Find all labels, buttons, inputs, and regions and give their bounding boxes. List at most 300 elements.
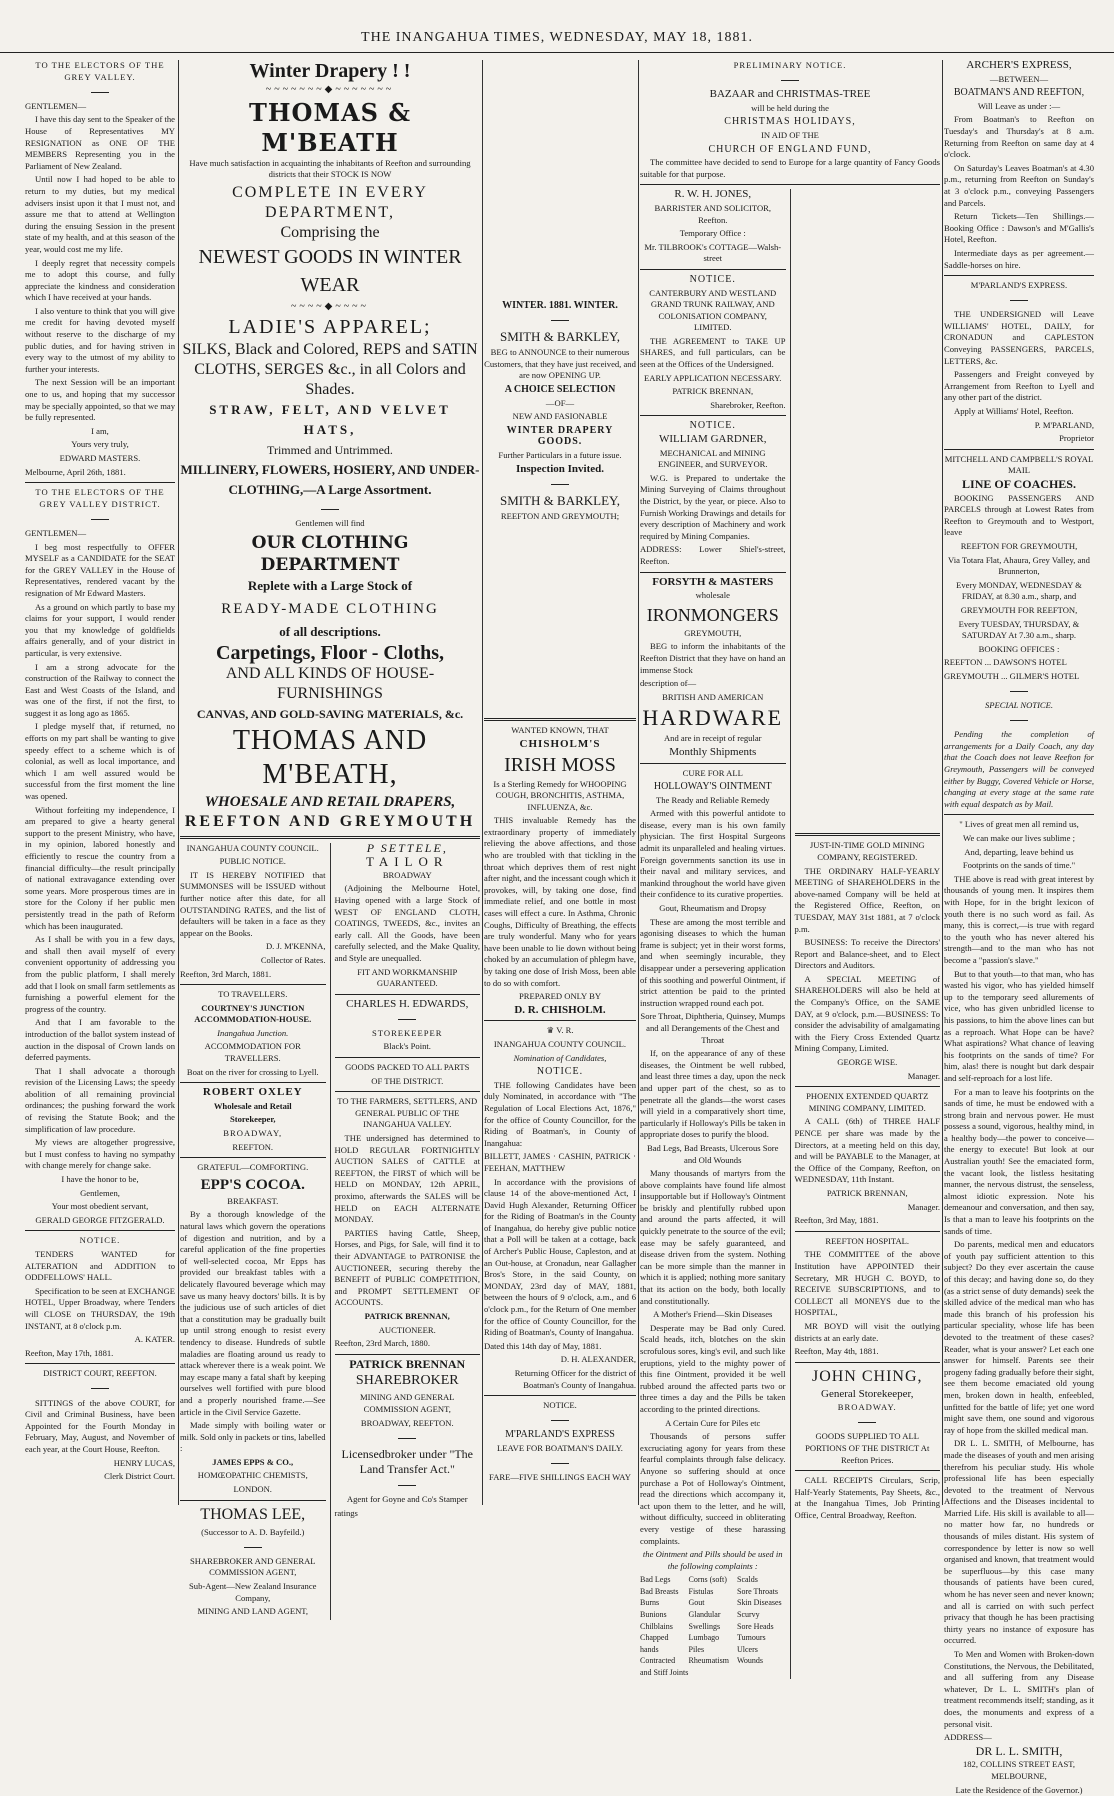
headline: PATRICK BRENNAN — [349, 1356, 466, 1371]
paragraph: GOODS SUPPLIED TO ALL PORTIONS OF THE DISTRICT At Reefton Prices. — [805, 1431, 930, 1465]
headline: Replete with a Large Stock of — [247, 577, 413, 593]
paragraph: I beg most respectfully to OFFER MYSELF as a CANDIDATE for the SEAT for the GREY VALLEY in the House of Representatives, rendered vacant by the resignation of Mr Edward Masters. — [25, 541, 175, 598]
signature: Gentlemen, — [80, 1187, 120, 1198]
paragraph: THE ORDINARY HALF-YEARLY MEETING of SHAREHOLDERS in the above-named Company will be held at the Registered Office, Reefton, on TUESDAY, MAY 31st 1881, at 7 o'clock p.m. — [794, 865, 940, 934]
notice-title: TO THE FARMERS, SETTLERS, AND GENERAL PUBLIC OF THE INANGAHUA VALLEY. — [337, 1096, 478, 1130]
signature: D. J. M'KENNA, — [265, 941, 326, 952]
paragraph: Intermediate days as per agreement.—Saddle-horses on hire. — [944, 247, 1094, 270]
paragraph: Black's Point. — [383, 1041, 431, 1052]
divider — [180, 836, 480, 839]
paragraph: ACCOMMODATION FOR TRAVELLERS. — [204, 1041, 301, 1064]
paragraph: Desperate may be Bad only Cured. Scald heads, itch, blotches on the skin scrofulous sores, king's evil, and such like eruptions, yield to the mighty power of this fine Ointment, provided it be well rubbed around the affected parts two or three times a day and the Pills be taken according to the printed directions. — [640, 1322, 786, 1414]
paragraph: Have much satisfaction in acquainting the inhabitants of Reefton and surrounding districts that their STOCK IS NOW — [189, 157, 471, 180]
paragraph: Gentlemen will find — [295, 517, 365, 528]
signature: Clerk District Court. — [104, 1471, 175, 1482]
verse-line: " Lives of great men all remind us, — [959, 819, 1079, 830]
paragraph: GREYMOUTH, — [684, 627, 742, 638]
headline: LADIE'S APPAREL; — [228, 316, 432, 339]
headline: CANVAS, AND GOLD-SAVING MATERIALS, &c. — [196, 706, 464, 721]
list-item: Sore Heads — [737, 1621, 774, 1631]
headline: IRONMONGERS — [646, 604, 779, 625]
paragraph: Every TUESDAY, THURSDAY, & SATURDAY At 7.30 a.m., sharp. — [958, 618, 1080, 641]
notice-title: INANGAHUA COUNTY COUNCIL. — [186, 842, 319, 853]
firm-name: SMITH & BARKLEY, — [499, 492, 621, 508]
paragraph: I deeply regret that necessity compels me to adopt this course, and fully appreciate the kindness and consideration which I have received at your hands. — [25, 257, 175, 303]
paragraph: BROADWAY, REEFTON. — [360, 1417, 454, 1428]
paragraph: Specification to be seen at EXCHANGE HOTEL, Upper Broadway, where Tenders will CLOSE on THURSDAY, the 19th INSTANT, at 8 o'clock p.m. — [25, 1285, 175, 1331]
divider — [484, 478, 636, 490]
paragraph: MINING AND GENERAL COMMISSION AGENT, — [359, 1392, 455, 1414]
divider — [944, 275, 1094, 276]
paragraph: A CALL (6th) of THREE HALF PENCE per share was made by the Directors, at a meeting held on this day, and will be PAYABLE to the Manager, at the Office of the Company, Reefton, on WEDNESDAY, 11th Instant. — [794, 1116, 940, 1185]
headline: CHARLES H. EDWARDS, — [346, 997, 469, 1010]
headline: LINE OF COACHES. — [962, 477, 1076, 491]
signature: GEORGE WISE. — [837, 1057, 898, 1068]
salutation: GENTLEMEN— — [25, 527, 87, 538]
paragraph: will be held during the — [751, 102, 829, 113]
signature: PATRICK BRENNAN, — [672, 386, 754, 397]
subheading: Bad Legs, Bad Breasts, Ulcerous Sore and Old Wounds — [646, 1142, 779, 1165]
paragraph: MR BOYD will visit the outlying districts at an early date. — [794, 1320, 940, 1343]
subheading: Sore Throat, Diphtheria, Quinsey, Mumps and all Derangements of the Chest and Throat — [640, 1011, 786, 1045]
headline: M'PARLAND'S EXPRESS. — [970, 280, 1068, 291]
subheading: REEFTON FOR GREYMOUTH, — [960, 540, 1078, 551]
signature: PATRICK BRENNAN, — [826, 1187, 908, 1198]
headline: IRISH MOSS — [504, 753, 616, 776]
firm-name: THOMAS & M'BEATH — [249, 97, 411, 157]
column-rule — [942, 60, 943, 1505]
blank-space — [484, 60, 636, 300]
list-item: Piles — [688, 1644, 705, 1654]
paragraph: BUSINESS: To receive the Directors' Report and Balance-sheet, and to Elect Directors and Auditors. — [794, 937, 940, 971]
paragraph: THE UNDERSIGNED will Leave WILLIAMS' HOTEL, DAILY, for CRONADUN and CAPLESTON Conveying PASSENGERS, PARCELS, LETTERS, &c. — [944, 309, 1094, 366]
headline: READY-MADE CLOTHING — [221, 600, 439, 617]
paragraph: BEG to ANNOUNCE to their numerous Customers, that they have just received, and are now OPENING UP. — [484, 347, 636, 381]
signature: GERALD GEORGE FITZGERALD. — [35, 1214, 165, 1225]
date: Reefton, 3rd March, 1881. — [180, 968, 272, 979]
headline: CANTERBURY AND WESTLAND GRAND TRUNK RAILWAY, AND COLONISATION COMPANY, LIMITED. — [649, 287, 777, 333]
candidate-list: BILLETT, JAMES · CASHIN, PATRICK · FEEHAN, MATTHEW — [484, 1151, 636, 1173]
complaints-list — [640, 1574, 786, 1678]
divider — [25, 1230, 175, 1231]
list-item: Bad Breasts — [640, 1586, 679, 1596]
list-item: Fistulas — [688, 1586, 714, 1596]
notice-title: TO TRAVELLERS. — [218, 989, 288, 1000]
paragraph: Inangahua Junction. — [217, 1027, 289, 1038]
headline: TAILOR — [365, 854, 449, 870]
notice-title: NOTICE. — [543, 1400, 577, 1411]
column-rule — [482, 60, 483, 1505]
date: Dated this 14th day of May, 1881. — [484, 1340, 602, 1351]
paragraph: (Successor to A. D. Bayfeild.) — [201, 1526, 305, 1537]
divider — [944, 715, 1094, 727]
paragraph: Sub-Agent—New Zealand Insurance Company, — [189, 1581, 317, 1603]
column-3 — [484, 60, 636, 1505]
sub-column-right — [790, 189, 941, 1678]
divider — [795, 1231, 941, 1232]
sub-column-left — [640, 189, 786, 1678]
paragraph: I also venture to think that you will give me credit for having devoted myself without reserve to the discharge of my public duties, and for having striven in every way to the utmost of my ability to further your interests. — [25, 305, 175, 374]
paragraph: Return Tickets—Ten Shillings.—Booking Office : Dawson's and M'Gallis's Hotel, Reefton. — [944, 211, 1094, 245]
paragraph: That I shall advocate a thorough revision of the Licensing Laws; the speedy abolition of all remaining provincial ordinances; the pushing forward the work of revising the Statute Book; and the simplification of law procedure. — [25, 1065, 175, 1134]
headline: CHURCH OF ENGLAND FUND, — [708, 143, 872, 155]
divider — [335, 1091, 481, 1092]
paragraph: And are in receipt of regular — [663, 733, 762, 744]
paragraph: In accordance with the provisions of clause 14 of the above-mentioned Act, I David Hugh Alexander, Returning Officer for the Riding of Boatman's in the County of Inangahua, do hereby give public notice that a Poll will be taken at a cottage, back of Archer's Public House, Capleston, and at an Out-house, at Cronadun, near Gallagher Bros's Store, in the said County, on MONDAY, 23rd day of MAY, 1881, between the hours of 9 o'clock, a.m., and 6 o'clock p.m., for the Return of One member for the office of County Councillor, for the Riding of Boatman's, County of Inangahua. — [484, 1176, 636, 1338]
paragraph: DR L. L. SMITH, of Melbourne, has made the diseases of youth and men arising therefrom his peculiar study. His whole professional life has been especially devoted to the treatment of Nervous Affections and the Diseases incidental to Married Life. His skill is available to all—no matter how far, no hundreds or thousands of miles distant. His system of correspondence by letter is now so well organised and known, that treatment would be superfluous—by this case many thousands of patients have been cured, whom he has never seen and never known; and all is carried on with such perfect privacy that though he has been practising thirty years no instance of exposure has occurred. — [944, 1438, 1094, 1646]
date: Reefton, May 4th, 1881. — [794, 1346, 879, 1357]
divider — [180, 1157, 326, 1158]
column-4 — [640, 60, 940, 1678]
column-rule — [638, 60, 639, 1505]
crown-icon: ♛ — [546, 1025, 555, 1036]
paragraph: As a ground on which partly to base my claims for your support, I would render you that my knowledge of goldfields affairs generally, and of your district in particular, is very extensive. — [25, 601, 175, 658]
paragraph: If, on the appearance of any of these diseases, the Ointment be well rubbed, and least three times a day, upon the neck and upper part of the chest, so as to penetrate all the glands—the worst cases will yield in a comparatively short time, particularly if Holloway's Pills be taken in appropriate doses to purify the blood. — [640, 1048, 786, 1140]
paragraph: IT IS HEREBY NOTIFIED that SUMMONSES will be ISSUED without further notice after this date, for all OUTSTANDING RATES, and the list of defaulters will be taken in a face as they appear on the Books. — [180, 869, 326, 938]
paragraph: Thousands of persons suffer excruciating agony for years from these fearful complaints through false delicacy. Anyone so suffering should at once purchase a Pot of Holloway's Ointment, read the directions which accompany it, act upon them to the letter, and he will, without difficulty, succeed in obliterating every vestige of these harassing complaints. — [640, 1431, 786, 1546]
list-item: Chilblains — [640, 1621, 673, 1631]
subheading: Gout, Rheumatism and Dropsy — [659, 903, 767, 914]
subheading: A Mother's Friend—Skin Diseases — [653, 1309, 773, 1320]
paragraph: W.G. is Prepared to undertake the Mining Surveying of Claims throughout the District, by the year, or piece. Also to Furnish Working Drawings and details for every description of Machinery and work required by Mining Companies. — [640, 472, 786, 541]
signature: Collector of Rates. — [260, 954, 326, 965]
paragraph: BREAKFAST. — [227, 1195, 279, 1206]
date: Reefton, May 17th, 1881. — [25, 1347, 114, 1358]
crest-letters: V. R. — [556, 1025, 574, 1036]
paragraph: For a man to leave his footprints on the sands of time, he must be endowed with a strong brain and nervous power. He must possess a sound, vigorous, healthy mind, in a healthy body—the power to conceive—the energy to execute! But look at our Australian youth! See the emaciated form, the vacant look, the listless hesitating manner, the nervous distrust, the senseless, almost idiotic expression. Note his demeanour and conversation, and then say, Is that a man to leave his footprints on the sands of time. — [944, 1086, 1094, 1236]
headline: ARCHER'S EXPRESS, — [966, 59, 1072, 71]
notice-title: PRELIMINARY NOTICE. — [733, 60, 847, 70]
paragraph: —BETWEEN— — [989, 73, 1049, 84]
paragraph: BOOKING PASSENGERS AND PARCELS through at Lowest Rates from Reefton to Greymouth and to Westport, leave — [944, 492, 1094, 538]
list-item: Tumours — [737, 1633, 766, 1643]
paragraph: Armed with this powerful antidote to disease, every man is his own family physician. The first Hospital Surgeons admit its unparalleled and healing virtues. Foreign governments sanction its use in their naval and military services, and mankind throughout the world have given their confidence to its curative properties. — [640, 808, 786, 900]
headline: of all descriptions. — [279, 623, 381, 639]
divider — [795, 1362, 941, 1363]
firm-name: THOMAS AND M'BEATH, — [232, 724, 428, 790]
divider — [795, 1417, 941, 1429]
paragraph: TENDERS WANTED for ALTERATION and ADDITION to ODDFELLOWS' HALL. — [25, 1249, 175, 1283]
paragraph: Is a Sterling Remedy for WHOOPING COUGH, BRONCHITIS, ASTHMA, INFLUENZA, &c. — [493, 778, 627, 812]
verse-line: We can make our lives sublime ; — [963, 833, 1075, 844]
paragraph: ADDRESS— — [944, 1732, 992, 1743]
headline: P SETTELE, — [366, 840, 448, 855]
paragraph: GREYMOUTH ... GILMER'S HOTEL — [944, 670, 1080, 681]
list-item: Chapped hands — [640, 1633, 669, 1654]
paragraph: THE above is read with great interest by thousands of young men. It inspires them with Hope, for in the bright lexicon of youth there is no such word as fail. As many, this is correct,—is true with regard to the youth who has never altered his strength—and to the man who has not become a "passion's slave." — [944, 873, 1094, 965]
divider — [180, 1500, 326, 1501]
paragraph: —OF— — [545, 397, 575, 408]
paragraph: BROADWAY — [382, 869, 432, 880]
notice-subtitle: Nomination of Candidates, — [513, 1052, 607, 1063]
divider — [25, 1363, 175, 1364]
paragraph: Apply at Williams' Hotel, Reefton. — [954, 406, 1074, 417]
signature: D. R. CHISHOLM. — [514, 1003, 606, 1016]
paragraph: Pending the completion of arrangements for a Daily Coach, any day that the Coach does not leave Reefton for Greymouth, Passengers will be conveyed either by Buggy, Covered Vehicle or Horse, changing at every stage at the same rate with equal despatch as by Mail. — [944, 729, 1094, 809]
paragraph: REEFTON AND GREYMOUTH; — [500, 510, 620, 521]
paragraph: Without forfeiting my independence, I am prepared to give a hearty general support to the present Ministry, who have, in my opinion, labored honestly and efficiently to rescue the country from a financial difficulty—the result principally of national extravagance extending over some years. More prosperous times are in store for the Colony if her public men persistently tread in the path of Reform which has been inaugurated. — [25, 804, 175, 931]
list-item: Sore Throats — [737, 1586, 778, 1596]
subheading: SPECIAL NOTICE. — [984, 700, 1054, 711]
headline: COMPLETE IN EVERY DEPARTMENT, — [232, 183, 428, 221]
divider — [484, 1415, 636, 1427]
divider — [795, 1086, 941, 1087]
headline: WHOESALE AND RETAIL DRAPERS, — [204, 793, 456, 810]
paragraph: BEG to inform the inhabitants of the Reefton District that they have on hand an immense Stock — [640, 641, 786, 675]
divider — [25, 86, 175, 98]
paragraph: By a thorough knowledge of the natural laws which govern the operations of digestion and nutrition, and by a careful application of the fine properties of well-selected cocoa, Mr Epps has provided our breakfast tables with a delicately flavoured beverage which may save us many heavy doctors' bills. It is by the judicious use of such articles of diet that a constitution may be gradually built up until strong enough to resist every tendency to disease. Hundreds of subtle maladies are floating around us ready to attack wherever there is a weak point. We may escape many a fatal shaft by keeping ourselves well fortified with pure blood and a properly nourished frame.—See article in the Civil Service Gazette. — [180, 1209, 326, 1417]
paragraph: I have this day sent to the Speaker of the House of Representatives MY RESIGNATION as ONE OF THE MEMBERS Representing you in the Parliament of New Zealand. — [25, 114, 175, 171]
divider — [640, 269, 786, 270]
signature: Returning Officer for the district of Boatman's County of Inangahua. — [514, 1368, 636, 1390]
subheading: BOOKING OFFICES : — [978, 643, 1060, 654]
ornament: ~~~~◆~~~~ — [291, 300, 369, 312]
paragraph: Late the Residence of the Governor.) — [955, 1784, 1083, 1795]
paragraph: WANTED KNOWN, THAT — [511, 725, 609, 736]
list-item: Scurvy — [737, 1610, 760, 1620]
headline: HARDWARE — [642, 705, 784, 731]
paragraph: 182, COLLINS STREET EAST, MELBOURNE, — [962, 1759, 1076, 1781]
list-item: Bunions — [640, 1610, 667, 1620]
signature: Your most obedient servant, — [51, 1201, 149, 1212]
paragraph: Mr. TILBROOK's COTTAGE—Walsh-street — [644, 241, 782, 264]
paragraph: I am a strong advocate for the construction of the Railway to connect the East and West Coasts of the Island, and was one of the first, if not the first, to suggest it as long ago as 1865. — [25, 661, 175, 718]
paragraph: NEW AND FASIONABLE — [512, 411, 608, 422]
signature: EDWARD MASTERS. — [59, 453, 141, 463]
paragraph: The Ready and Reliable Remedy — [655, 794, 770, 805]
divider — [640, 75, 940, 87]
signature: HENRY LUCAS, — [113, 1457, 175, 1468]
headline: Inspection Invited. — [515, 462, 605, 475]
headline: SILKS, Black and Colored, REPS and SATIN — [182, 341, 478, 359]
headline: A CHOICE SELECTION — [504, 383, 616, 395]
fitzgerald-title: TO THE ELECTORS OF THE GREY VALLEY DISTRICT. — [35, 487, 165, 509]
paragraph: THIS invaluable Remedy has the extraordinary property of immediately relieving the above affections, and those who are troubled with that tickling in the throat which deprives them of rest night after night, and the incessant cough which it provokes, will, by taking one dose, find immediate relief, and one bottle in most cases will effect a cure. In Asthma, Chronic Coughs, Difficulty of Breathing, the effects are truly wonderful. Many who for years have been unable to lie down without being choked by an accumulation of phlegm have, by taking one dose of Irish Moss, been able to do so with comfort. — [484, 815, 637, 988]
headline: WINTER DRAPERY GOODS. — [506, 424, 614, 448]
paragraph: My views are altogether progressive, but I must confess to having no sympathy with change merely for change sake. — [25, 1137, 175, 1171]
paragraph: Made simply with boiling water or milk. Sold only in packets or tins, labelled : — [180, 1420, 326, 1454]
signature: HOMŒOPATHIC CHEMISTS, — [197, 1470, 308, 1481]
headline: Comprising the — [280, 223, 380, 241]
headline: SHAREBROKER — [355, 1373, 459, 1389]
paragraph: THE following Candidates have been duly Nominated, in accordance with "The Regulation of Local Elections Act, 1876," for the office of County Councillor, for the Riding of Boatman's, in County of Inangahua: — [484, 1079, 636, 1148]
divider — [944, 814, 1094, 815]
paragraph: BROADWAY, — [223, 1128, 283, 1139]
paragraph: But to that youth—to that man, who has wasted his vigor, who has yielded himself up to the temporary seed allurements of vice, who has given unbridled license to his passions, to him the above lines can but as a reproach. What Hope can be have? What aspirations? What chance of leaving his footprints on the sands of time? For him, alas! there is nought but dark despair and self-reproach for a lost life. — [944, 968, 1094, 1083]
divider — [640, 415, 786, 416]
divider — [944, 449, 1094, 450]
list-item: Skin Diseases — [737, 1598, 782, 1608]
notice-subtitle: PUBLIC NOTICE. — [219, 856, 286, 867]
signature: Proprietor — [1059, 433, 1094, 444]
paragraph: SITTINGS of the above COURT, for Civil and Criminal Business, have been Appointed for the Fourth Monday in February, May, August, and November of each year, at the Court House, Reefton. — [25, 1397, 175, 1454]
paragraph: Many thousands of martyrs from the above complaints have found life almost insupportable but if Holloway's Ointment be briskly and plentifully rubbed upon and around the parts affected, it will quickly penetrate to the source of the evil; ease may be safely guaranteed, and disease driven from the system. Nothing can be more simple than the manner in which it is applied; nothing more sanitary that its action on the body, both locally and constitutionally. — [640, 1168, 786, 1306]
list-item: Burns — [640, 1598, 660, 1608]
divider — [180, 984, 326, 985]
divider — [335, 1432, 481, 1444]
divider — [795, 1470, 941, 1471]
list-item: Lumbago — [688, 1633, 720, 1643]
headline: CLOTHING,—A Large Assortment. — [228, 482, 432, 498]
signature: AUCTIONEER. — [378, 1324, 436, 1335]
signature: I am, — [91, 425, 109, 436]
headline: WINTER. 1881. WINTER. — [502, 300, 618, 311]
list-item: Gout — [688, 1598, 705, 1608]
date: Melbourne, April 26th, 1881. — [25, 466, 126, 477]
headline: STRAW, FELT, AND VELVET HATS, — [209, 402, 451, 438]
headline: CHISHOLM'S — [519, 737, 601, 750]
headline: EPP'S COCOA. — [200, 1176, 305, 1193]
paragraph: From Boatman's to Reefton on Tuesday's and Thursday's at 8 a.m. Returning from Reefton on same day at 4 o'clock. — [944, 114, 1094, 160]
signature: Yours very truly, — [71, 439, 129, 450]
blank-space — [795, 189, 941, 829]
divider — [180, 1541, 326, 1553]
paragraph: REEFTON ... DAWSON'S HOTEL — [944, 657, 1067, 668]
headline: COURTNEY'S JUNCTION ACCOMMODATION-HOUSE. — [194, 1002, 312, 1025]
divider — [484, 1020, 636, 1021]
paragraph: Boat on the river for crossing to Lyell. — [186, 1066, 319, 1077]
signature: A. KATER. — [134, 1334, 175, 1345]
divider — [335, 1057, 481, 1058]
headline: Monthly Shipments — [669, 745, 757, 758]
list-item: Swellings — [688, 1621, 721, 1631]
paragraph: REEFTON. — [232, 1141, 274, 1152]
paragraph: Every MONDAY, WEDNESDAY & FRIDAY, at 8.30 a.m., sharp, and — [956, 579, 1082, 602]
divider — [484, 1458, 636, 1470]
paragraph: Temporary Office : — [679, 228, 746, 239]
paragraph: A SPECIAL MEETING of SHAREHOLDERS will also be held at the Company's Office, on the SAME DAY, at 9 o'clock, p.m.—BUSINESS: To consider the advisability of amalgamating with the Fiery Cross Extended Quartz Mining Company, Limited. — [794, 973, 940, 1054]
paragraph: PREPARED ONLY BY — [518, 991, 602, 1002]
paragraph: Wholesale and Retail — [213, 1100, 292, 1111]
divider — [640, 572, 786, 573]
headline: MITCHELL AND CAMPBELL'S ROYAL MAIL — [944, 453, 1094, 476]
paragraph: The committee have decided to send to Europe for a large quantity of Fancy Goods suitable for that purpose. — [640, 157, 940, 179]
salutation: GENTLEMEN— — [25, 100, 87, 111]
headline: REEFTON AND GREYMOUTH — [184, 812, 476, 830]
paragraph: FARE—FIVE SHILLINGS EACH WAY — [489, 1472, 631, 1483]
list-column — [640, 1574, 689, 1678]
divider — [795, 833, 941, 836]
notice-title: JUST-IN-TIME GOLD MINING COMPANY, REGISTERED. — [809, 840, 925, 862]
list-item: Glandular — [688, 1610, 721, 1620]
notice-title: NOTICE. — [689, 273, 736, 285]
divider — [25, 482, 175, 483]
notice-title: NOTICE. — [689, 420, 736, 432]
headline: THOMAS LEE, — [200, 1505, 306, 1523]
divider — [944, 686, 1094, 698]
winter-drapery-heading: Winter Drapery ! ! — [249, 60, 411, 82]
paragraph: Do parents, medical men and educators of youth pay sufficient attention to this subject? Do they ever ascertain the cause of this decay; and having done so, do they (as a strict sense of duty demands) seek the skilled advice of the medical man who has made this branch of his profession his particular speciality, whose life has been devoted to the treatment of these cases? Reader, what is your answer? Let each one answer for himself. Parents see their progeny fading gradually before their sight, see them become emaciated old young men, broken down in health, enfeebled, unfitted for the battle of life; yet one word might save them, one sound and vigorous ray of hope from the skilled medical man. — [944, 1239, 1094, 1435]
divider — [640, 763, 786, 764]
divider — [640, 184, 940, 185]
date: Reefton, 23rd March, 1880. — [334, 1338, 430, 1349]
paragraph: Further Particulars in a future issue. — [498, 449, 622, 460]
divider — [180, 1082, 326, 1083]
signature: Manager. — [907, 1070, 940, 1081]
divider — [335, 994, 481, 995]
paragraph: STOREKEEPER — [371, 1027, 443, 1038]
verse-line: Footprints on the sands of time." — [962, 860, 1076, 871]
headline: Trimmed and Untrimmed. — [267, 443, 393, 458]
headline: HOLLOWAY'S OINTMENT — [653, 781, 772, 793]
headline: JOHN CHING, — [811, 1367, 923, 1385]
headline: OUR CLOTHING DEPARTMENT — [251, 532, 409, 575]
headline: CLOTHS, SERGES &c., in all Colors and Shades. — [194, 361, 466, 399]
notice-title: NOTICE. — [536, 1066, 584, 1078]
headline: NEWEST GOODS IN WINTER WEAR — [198, 245, 462, 296]
subheading: GREYMOUTH FOR REEFTON, — [960, 604, 1078, 615]
paragraph: EARLY APPLICATION NECESSARY. — [644, 372, 782, 383]
signature: JAMES EPPS & CO., — [212, 1456, 294, 1467]
headline: M'PARLAND'S EXPRESS — [505, 1429, 615, 1441]
list-item: Bad Legs — [640, 1575, 671, 1585]
paragraph: Via Totara Flat, Ahaura, Grey Valley, and Brunnerton, — [948, 554, 1090, 577]
paragraph: PARTIES having Cattle, Sheep, Horses, and Pigs, for Sale, will find it to their ADVANTAGE to PATRONISE the AUCTIONEER, securing thereby the BENEFIT of PUBLIC COMPETITION, and PROMPT SETTLEMENT OF ACCOUNTS. — [334, 1227, 480, 1308]
court-title: DISTRICT COURT, REEFTON. — [43, 1368, 157, 1379]
divider — [180, 503, 480, 515]
firm-name: SMITH & BARKLEY, — [499, 329, 621, 345]
paragraph: On Saturday's Leaves Boatman's at 4.30 p.m., returning from Reefton on Sunday's at 3 o'clock p.m., conveying Passengers and Parcels. — [944, 162, 1094, 208]
date: Reefton, 3rd May, 1881. — [794, 1215, 879, 1226]
divider — [335, 1013, 481, 1025]
paragraph: Until now I had hoped to be able to return to my duties, but my medical advisers insist upon it that I must not, and assure me that to attend at Wellington during the ensuing Session in the present state of my health, and at this season of the year, would cost me my life. — [25, 174, 175, 254]
paragraph: ratings — [334, 1507, 358, 1518]
headline: Carpetings, Floor - Cloths, — [216, 641, 444, 664]
blank-space — [484, 524, 636, 714]
divider — [335, 1354, 481, 1355]
headline: ROBERT OXLEY — [202, 1086, 303, 1099]
paragraph: BARRISTER AND SOLICITOR, Reefton. — [654, 202, 772, 225]
sub-columns — [180, 840, 480, 1620]
headline: MILLINERY, FLOWERS, HOSIERY, AND UNDER- — [180, 462, 480, 478]
paragraph: And that I am favorable to the introduction of the ballot system instead of auction in the disposal of Crown lands on deferred payments. — [25, 1017, 175, 1063]
paragraph: Storekeeper, — [229, 1114, 276, 1125]
paragraph: IN AID OF THE — [761, 129, 819, 140]
paragraph: The next Session will be an important one to us, and hoping that my successor may be specially appointed, so that we may be fully represented. — [25, 377, 175, 423]
signature: P. M'PARLAND, — [1034, 419, 1094, 430]
column-5 — [944, 59, 1094, 1795]
list-column — [737, 1574, 786, 1678]
signature: Sharebroker, Reefton. — [710, 399, 786, 410]
paragraph: BROADWAY. — [837, 1402, 897, 1413]
ornament: ~~~~~~~◆~~~~~~~ — [265, 84, 395, 95]
subheading: A Certain Cure for Piles etc — [665, 1417, 761, 1428]
headline: Licensedbroker under "The Land Transfer Act." — [341, 1446, 473, 1476]
paragraph: OF THE DISTRICT. — [371, 1075, 444, 1086]
list-column — [689, 1574, 738, 1678]
royal-crest — [484, 1025, 636, 1037]
notice-title: PHOENIX EXTENDED QUARTZ MINING COMPANY, LIMITED. — [806, 1091, 929, 1113]
signature: Manager. — [907, 1201, 940, 1212]
paragraph: GOODS PACKED TO ALL PARTS — [345, 1062, 470, 1073]
divider — [944, 295, 1094, 307]
signature: I have the honor to be, — [61, 1174, 139, 1185]
notice-title: INANGAHUA COUNTY COUNCIL. — [493, 1038, 627, 1049]
paragraph: MINING AND LAND AGENT, — [197, 1606, 309, 1617]
divider — [484, 1395, 636, 1396]
paragraph: These are among the most terrible and agonising diseases to which the human frame is subject; yet in their worst forms, and when seemingly incurable, they disappear under a persevering application of this soothing and powerful Ointment, if strict attention be paid to the printed instruction wrapped round each pot. — [640, 916, 786, 1008]
notice-title: REEFTON HOSPITAL. — [825, 1235, 910, 1246]
signature: LONDON. — [233, 1484, 272, 1495]
column-2 — [180, 60, 480, 1617]
paragraph: THE undersigned has determined to HOLD REGULAR FORTNIGHTLY AUCTION SALES of CATTLE at REEFTON, the FIRST of which will be HELD on MONDAY, 12th APRIL, proximo, afterwards the SALES will be HELD on EACH ALTERNATE MONDAY. — [334, 1133, 480, 1225]
list-item: Ulcers — [737, 1644, 758, 1654]
headline: BAZAAR and CHRISTMAS-TREE — [709, 88, 871, 101]
paragraph: ADDRESS: Lower Shiel's-street, Reefton. — [640, 544, 786, 566]
paragraph: THE COMMITTEE of the above Institution have APPOINTED their Secretary, MR HUGH C. BOYD, to RECEIVE SUBSCRIPTIONS, and to COLLECT all MONEYS due to the HOSPITAL, — [794, 1249, 940, 1318]
sub-columns — [640, 189, 940, 1678]
headline: FORSYTH & MASTERS — [652, 575, 774, 588]
